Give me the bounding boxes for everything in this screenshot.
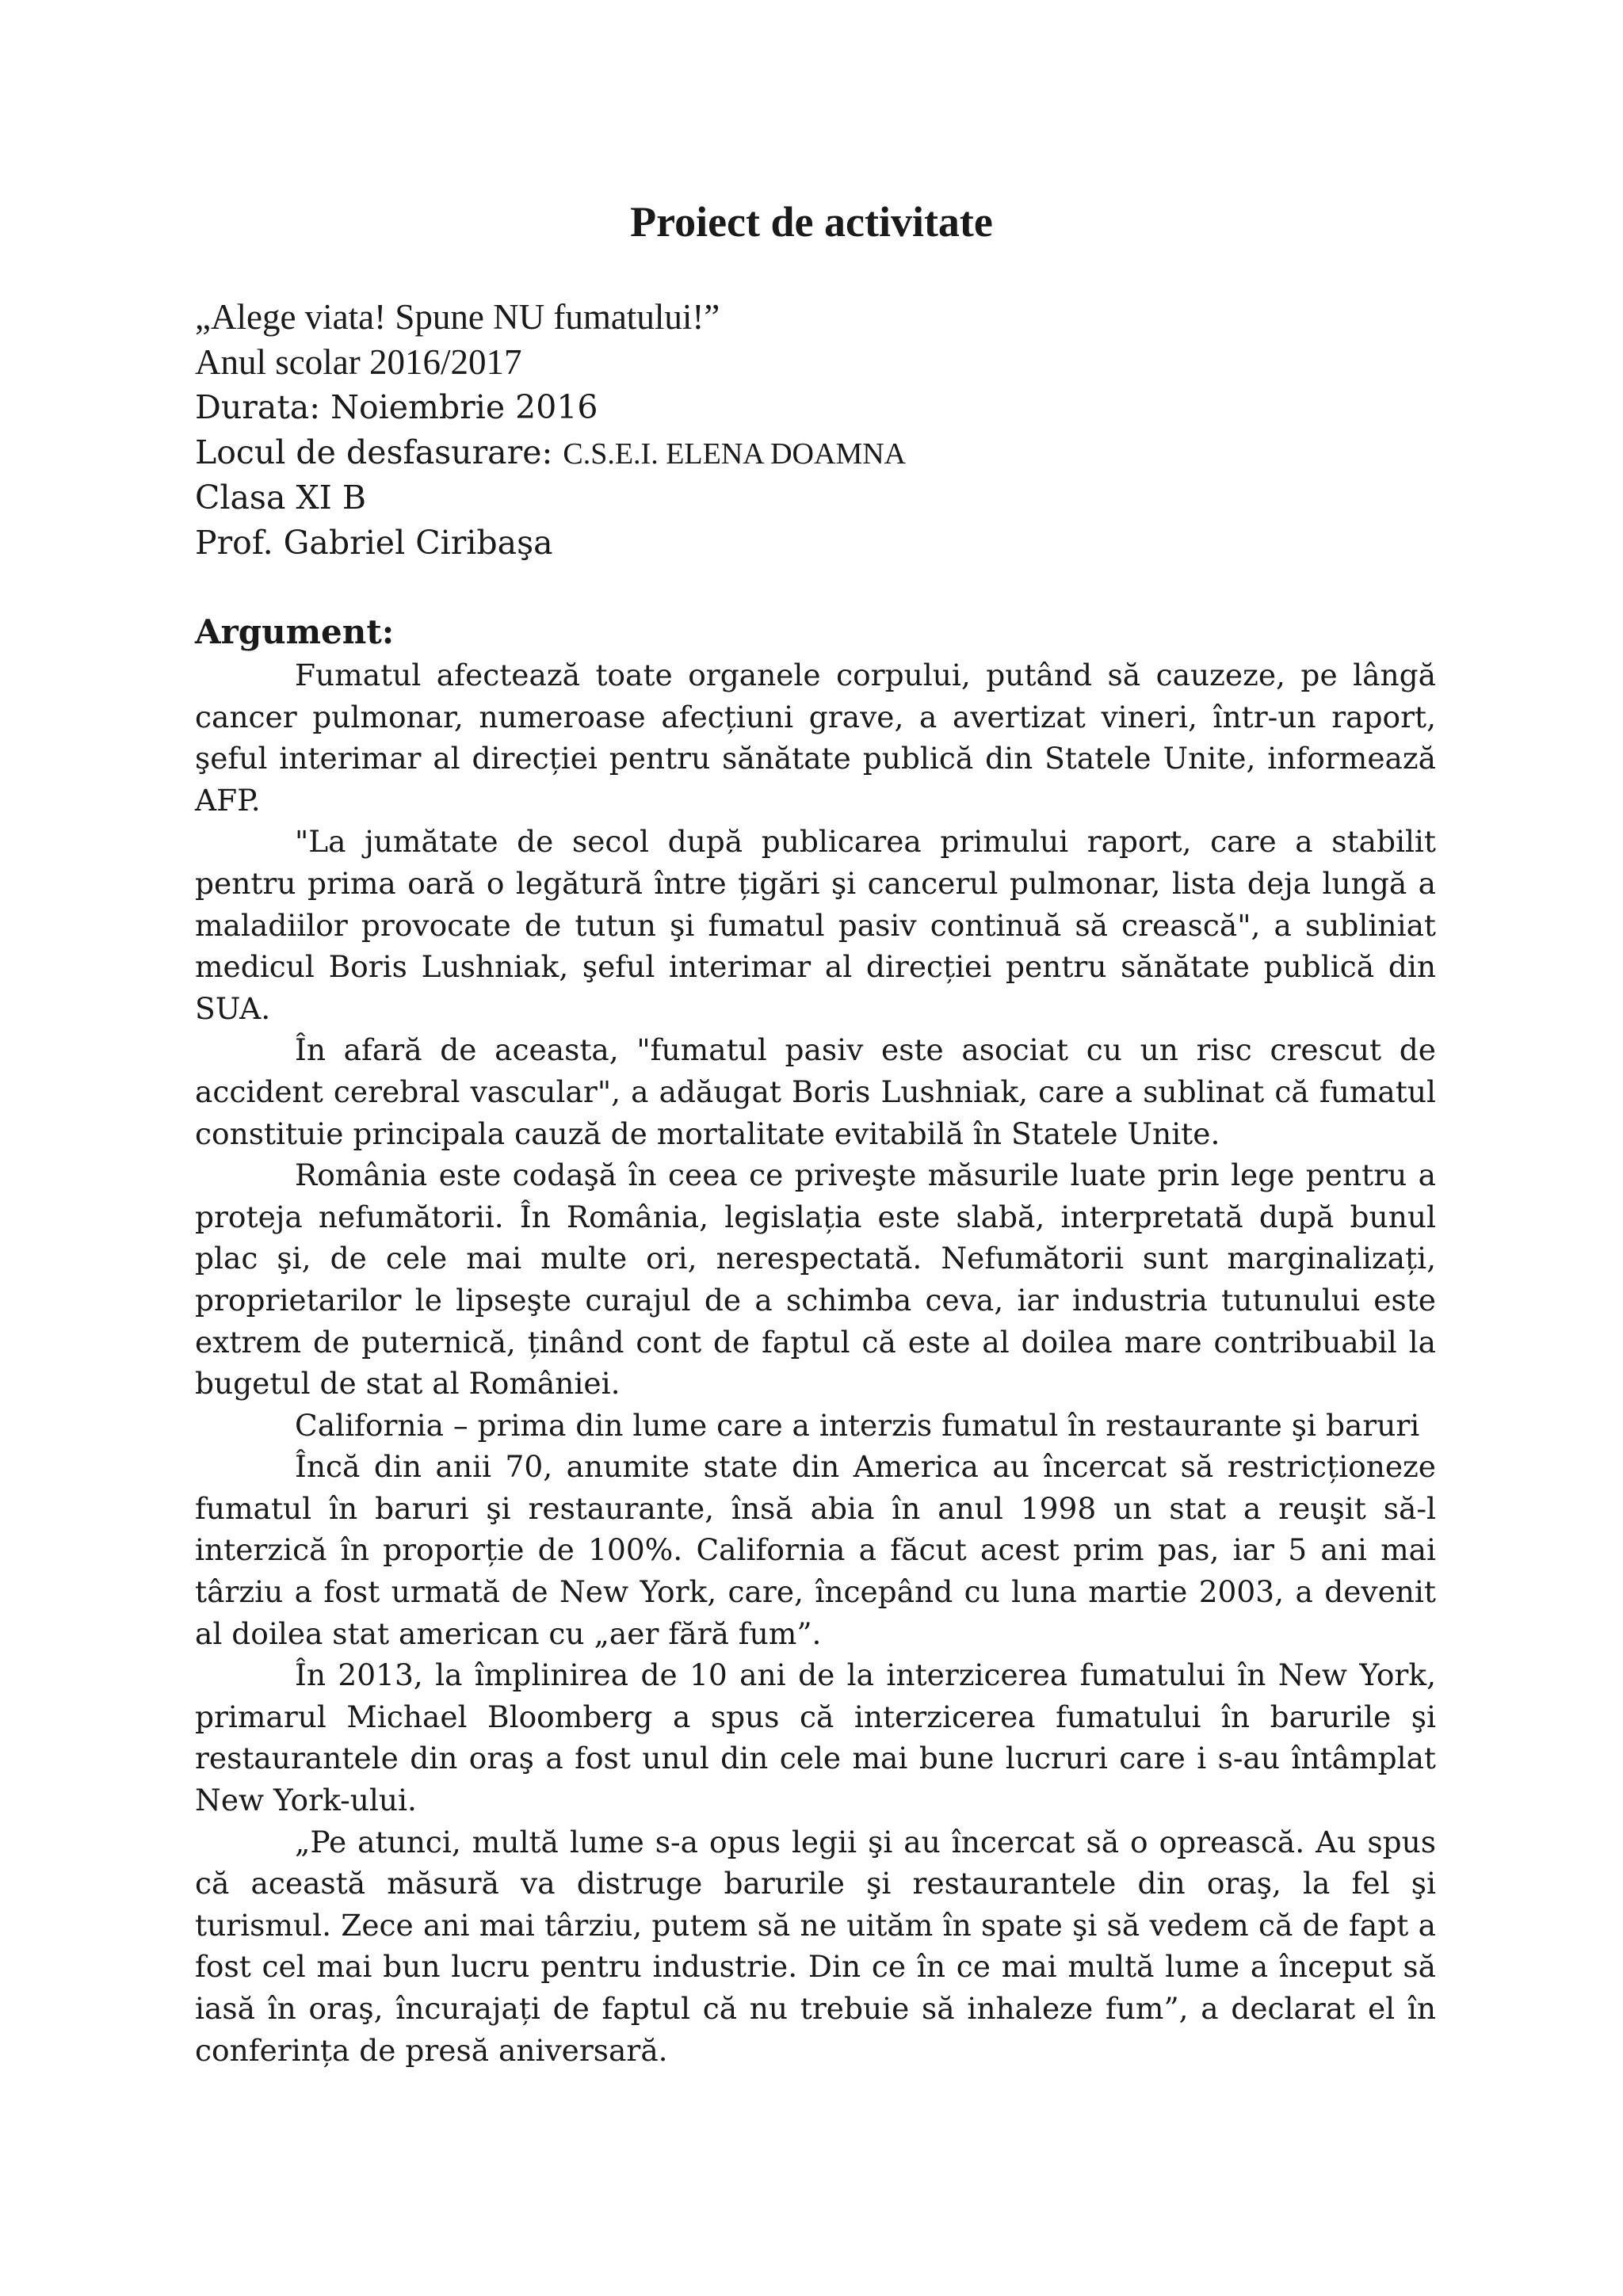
project-location (195, 430, 1431, 475)
class-name: Clasa XI B (195, 479, 366, 517)
paragraph: În afară de aceasta, "fumatul pasiv este asociat cu un risc crescut de accident cerebral vascular", a adăugat Boris Lushniak, care a sublinat că fumatul constituie principala cauză de mortalitate evitabilă în Statele Unite. (195, 1032, 1436, 1151)
argument-heading: Argument: (195, 612, 395, 651)
location-label: Locul de desfasurare: (195, 433, 563, 471)
teacher-name: Prof. Gabriel Ciribaşa (195, 524, 553, 562)
paragraph: România este codaşă în ceea ce priveşte măsurile luate prin lege pentru a proteja nefumătorii. În România, legislația este slabă, interpretată după bunul plac şi, de cele mai multe ori, nerespectată. Nefumătorii sunt marginalizați, proprietarilor le lipseşte curajul de a schimba ceva, iar industria tutunului este extrem de puternică, ținând cont de faptul că este al doilea mare contribuabil la bugetul de stat al României. (195, 1158, 1436, 1402)
project-duration: Durata: Noiembrie 2016 (195, 388, 598, 426)
project-motto: „Alege viata! Spune NU fumatului!” (195, 297, 720, 337)
paragraph: Fumatul afectează toate organele corpului, putând să cauzeze, pe lângă cancer pulmonar, numeroase afecțiuni grave, a avertizat vineri, într-un raport, şeful interimar al direcției pentru sănătate publică din Statele Unite, informează AFP. (195, 658, 1436, 818)
section-subheading: California – prima din lume care a interzis fumatul în restaurante şi baruri (295, 1407, 1420, 1443)
school-year: Anul scolar 2016/2017 (195, 342, 522, 382)
paragraph: "La jumătate de secol după publicarea primului raport, care a stabilit pentru prima oară o legătură între țigări şi cancerul pulmonar, lista deja lungă a maladiilor provocate de tutun şi fumatul pasiv continuă să crească", a subliniat medicul Boris Lushniak, şeful interimar al direcției pentru sănătate publică din SUA. (195, 824, 1436, 1026)
paragraph: Încă din anii 70, anumite state din America au încercat să restricționeze fumatul în baruri şi restaurante, însă abia în anul 1998 un stat a reuşit să-l interzică în proporție de 100%. California a făcut acest prim pas, iar 5 ani mai târziu a fost urmată de New York, care, începând cu luna martie 2003, a devenit al doilea stat american cu „aer fără fum”. (195, 1449, 1436, 1651)
document-title: Proiect de activitate (630, 198, 993, 246)
location-value: C.S.E.I. ELENA DOAMNA (563, 437, 907, 471)
argument-body (195, 654, 1436, 2071)
paragraph: „Pe atunci, multă lume s-a opus legii şi au încercat să o oprească. Au spus că această măsură va distruge barurile şi restaurantele din oraş, la fel şi turismul. Zece ani mai târziu, putem să ne uităm în spate şi să vedem că de fapt a fost cel mai bun lucru pentru industrie. Din ce în ce mai multă lume a început să iasă în oraş, încurajați de faptul că nu trebuie să inhaleze fum”, a declarat el în conferința de presă aniversară. (195, 1824, 1436, 2068)
project-meta (195, 295, 1431, 566)
paragraph: În 2013, la împlinirea de 10 ani de la interzicerea fumatului în New York, primarul Michael Bloomberg a spus că interzicerea fumatului în barurile şi restaurantele din oraş a fost unul din cele mai bune lucruri care i s-au întâmplat New York-ului. (195, 1657, 1436, 1818)
